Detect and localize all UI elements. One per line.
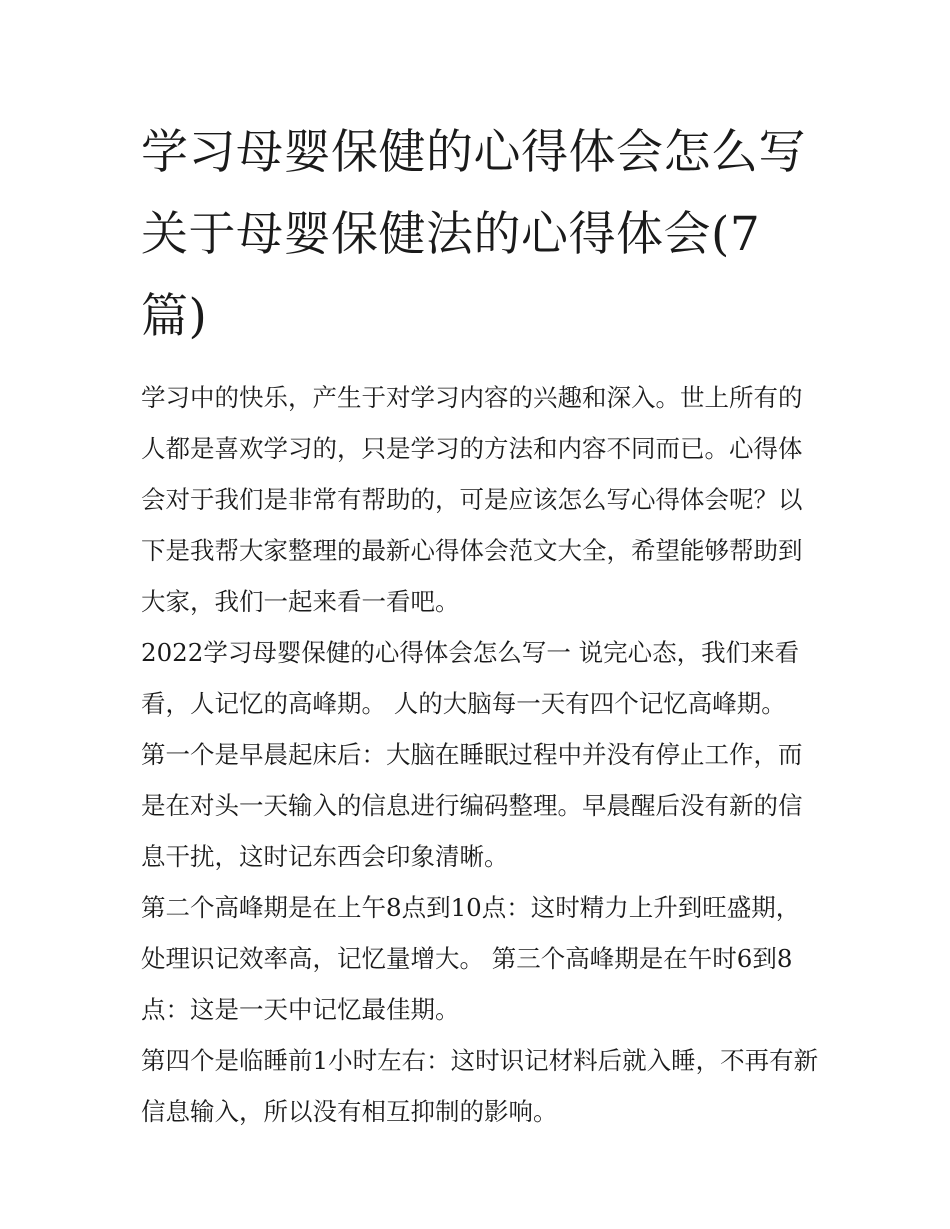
document-title: 学习母婴保健的心得体会怎么写 关于母婴保健法的心得体会(7篇) — [141, 125, 806, 344]
paragraph-memory-peaks: 2022学习母婴保健的心得体会怎么写一 说完心态，我们来看看，人记忆的高峰期。 人的大脑每一天有四个记忆高峰期。 — [141, 638, 800, 718]
paragraph-first-peak: 第一个是早晨起床后：大脑在睡眠过程中并没有停止工作，而是在对头一天输入的信息进行编码整理。早晨醒后没有新的信息干扰，这时记东西会印象清晰。 — [141, 740, 803, 871]
paragraph-fourth-peak: 第四个是临睡前1小时左右：这时识记材料后就入睡，不再有新信息输入，所以没有相互抑制的影响。 — [141, 1046, 819, 1126]
paragraph-intro: 学习中的快乐，产生于对学习内容的兴趣和深入。世上所有的人都是喜欢学习的，只是学习的方法和内容不同而已。心得体会对于我们是非常有帮助的，可是应该怎么写心得体会呢？以下是我帮大家整理的最新心得体会范文大全，希望能够帮助到大家，我们一起来看一看吧。 — [141, 383, 803, 616]
document-body — [141, 112, 821, 1137]
paragraph-second-third-peak: 第二个高峰期是在上午8点到10点：这时精力上升到旺盛期，处理识记效率高，记忆量增大。 第三个高峰期是在午时6到8点：这是一天中记忆最佳期。 — [141, 893, 801, 1024]
